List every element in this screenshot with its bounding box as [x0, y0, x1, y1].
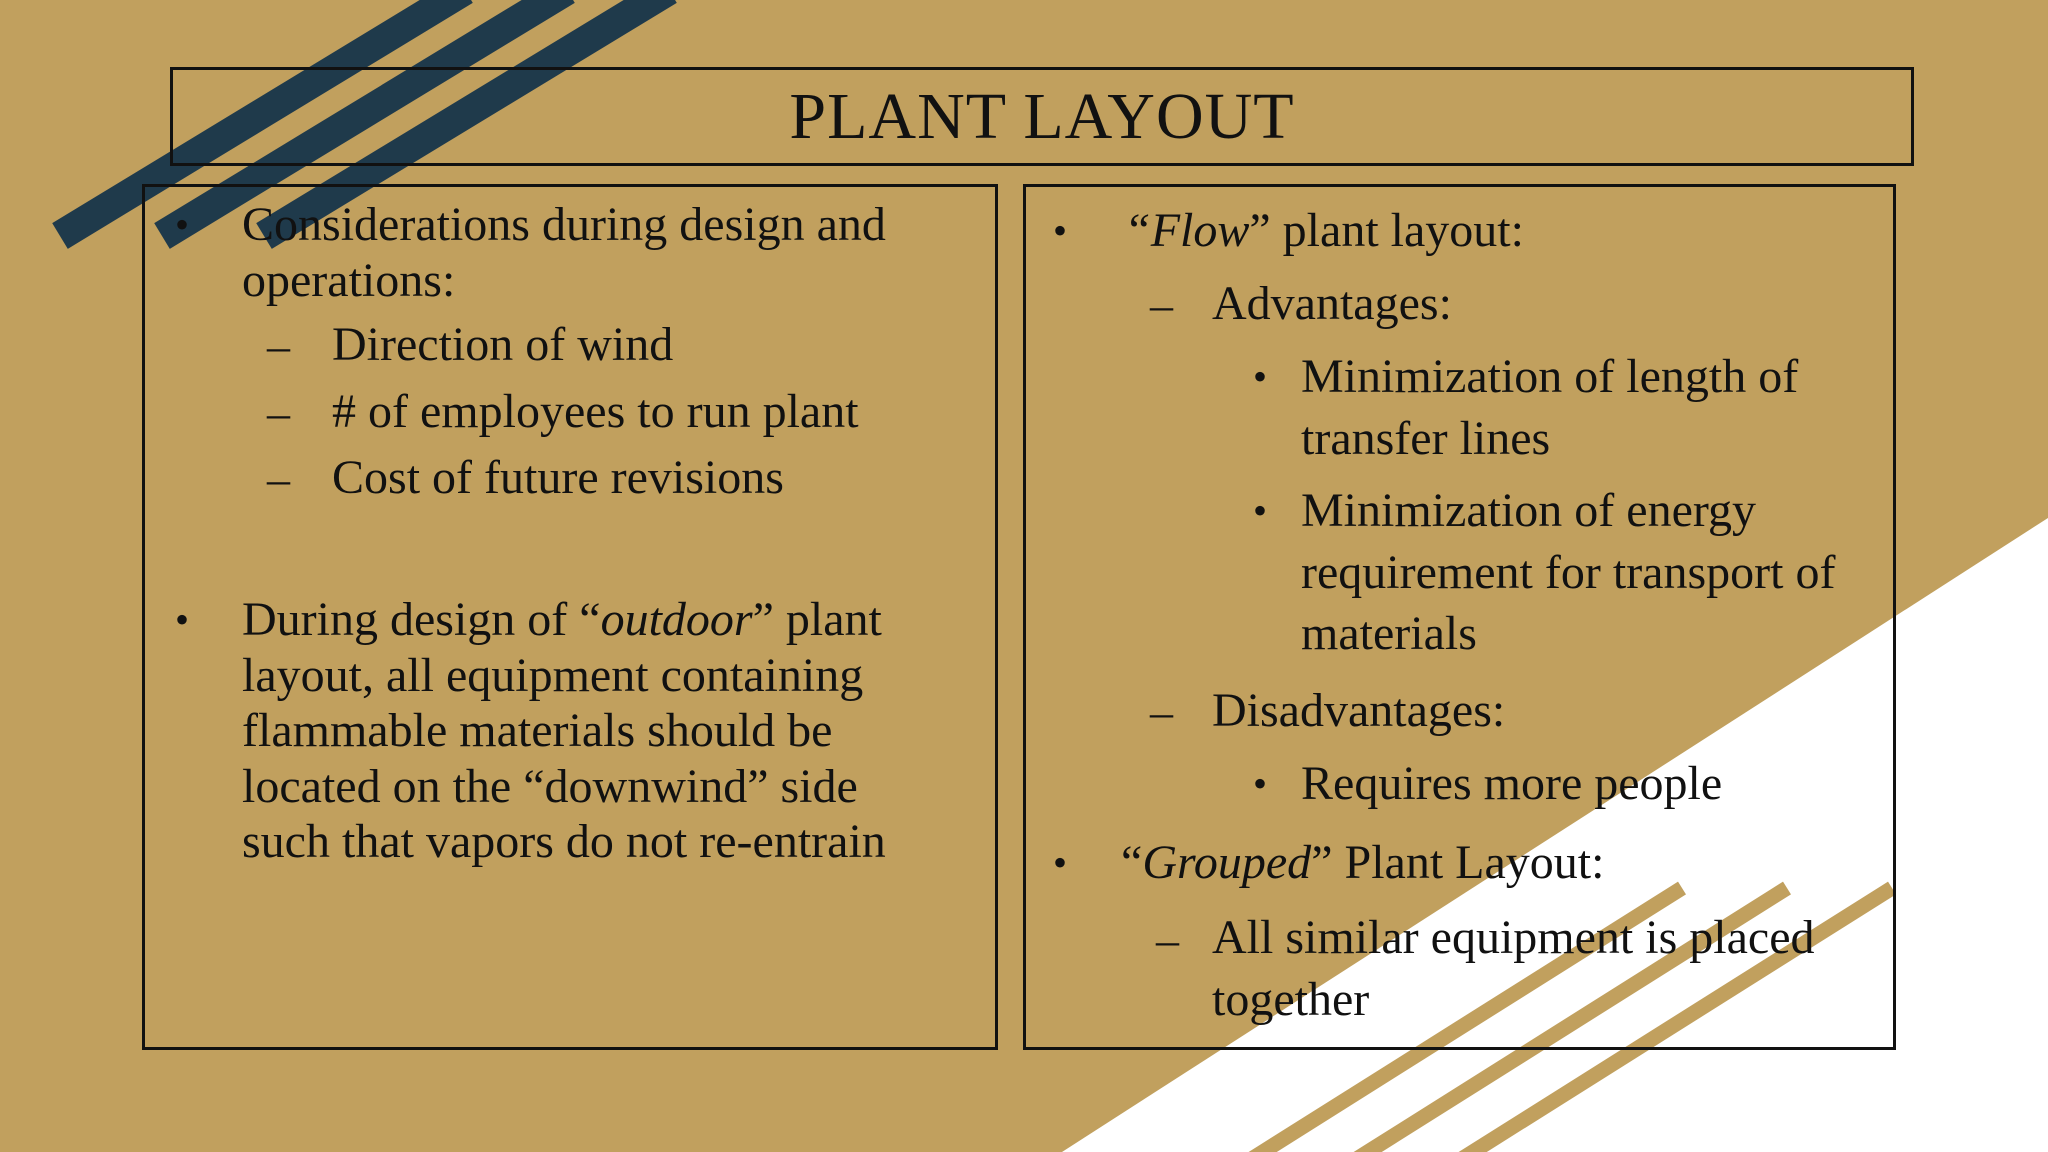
grouped-sub-line-1: All similar equipment is placed	[1212, 911, 1815, 964]
grouped-emphasis: Grouped	[1142, 836, 1312, 889]
right-content-box	[1023, 184, 1896, 1050]
outdoor-line-1: During design of “outdoor” plant	[242, 593, 882, 646]
grouped-sub-line-2: together	[1212, 973, 1370, 1026]
sub-item-future-revisions: Cost of future revisions	[332, 451, 784, 504]
page-title: PLANT LAYOUT	[789, 79, 1295, 153]
dash-glyph: –	[1150, 686, 1173, 737]
outdoor-line-3: flammable materials should be	[242, 704, 833, 757]
advantage-2-line-3: materials	[1301, 607, 1477, 660]
disadvantage-1: Requires more people	[1301, 757, 1723, 810]
disadvantages-heading: Disadvantages:	[1212, 684, 1506, 737]
advantage-2-line-1: Minimization of energy	[1301, 484, 1757, 537]
left-content-box	[142, 184, 998, 1050]
dash-glyph: –	[267, 453, 290, 504]
dash-glyph: –	[267, 387, 290, 438]
considerations-line-1: Considerations during design and	[242, 198, 886, 251]
outdoor-line-5: such that vapors do not re-entrain	[242, 815, 886, 868]
outdoor-line-4: located on the “downwind” side	[242, 760, 858, 813]
title-box	[170, 67, 1914, 166]
bullet-glyph: •	[1253, 488, 1268, 533]
advantage-2-line-2: requirement for transport of	[1301, 546, 1836, 599]
advantage-1-line-2: transfer lines	[1301, 412, 1551, 465]
bullet-glyph: •	[1053, 840, 1068, 885]
dash-glyph: –	[1156, 914, 1179, 965]
advantages-heading: Advantages:	[1212, 277, 1452, 330]
considerations-line-2: operations:	[242, 254, 456, 307]
flow-emphasis: “Flow	[1124, 204, 1250, 257]
bullet-glyph: •	[1253, 761, 1268, 806]
bullet-glyph: •	[175, 597, 190, 642]
sub-item-employees: # of employees to run plant	[332, 385, 859, 438]
dash-glyph: –	[267, 320, 290, 371]
sub-item-direction-of-wind: Direction of wind	[332, 318, 674, 371]
outdoor-emphasis: outdoor	[600, 593, 753, 646]
bullet-glyph: •	[1253, 354, 1268, 399]
bullet-glyph: •	[1053, 208, 1068, 253]
advantage-1-line-1: Minimization of length of	[1301, 350, 1799, 403]
flow-layout-heading: “Flow” plant layout:	[1124, 204, 1524, 257]
grouped-layout-heading: “Grouped” Plant Layout:	[1121, 836, 1605, 889]
outdoor-line-2: layout, all equipment containing	[242, 649, 864, 702]
dash-glyph: –	[1150, 279, 1173, 330]
bullet-glyph: •	[175, 202, 190, 247]
